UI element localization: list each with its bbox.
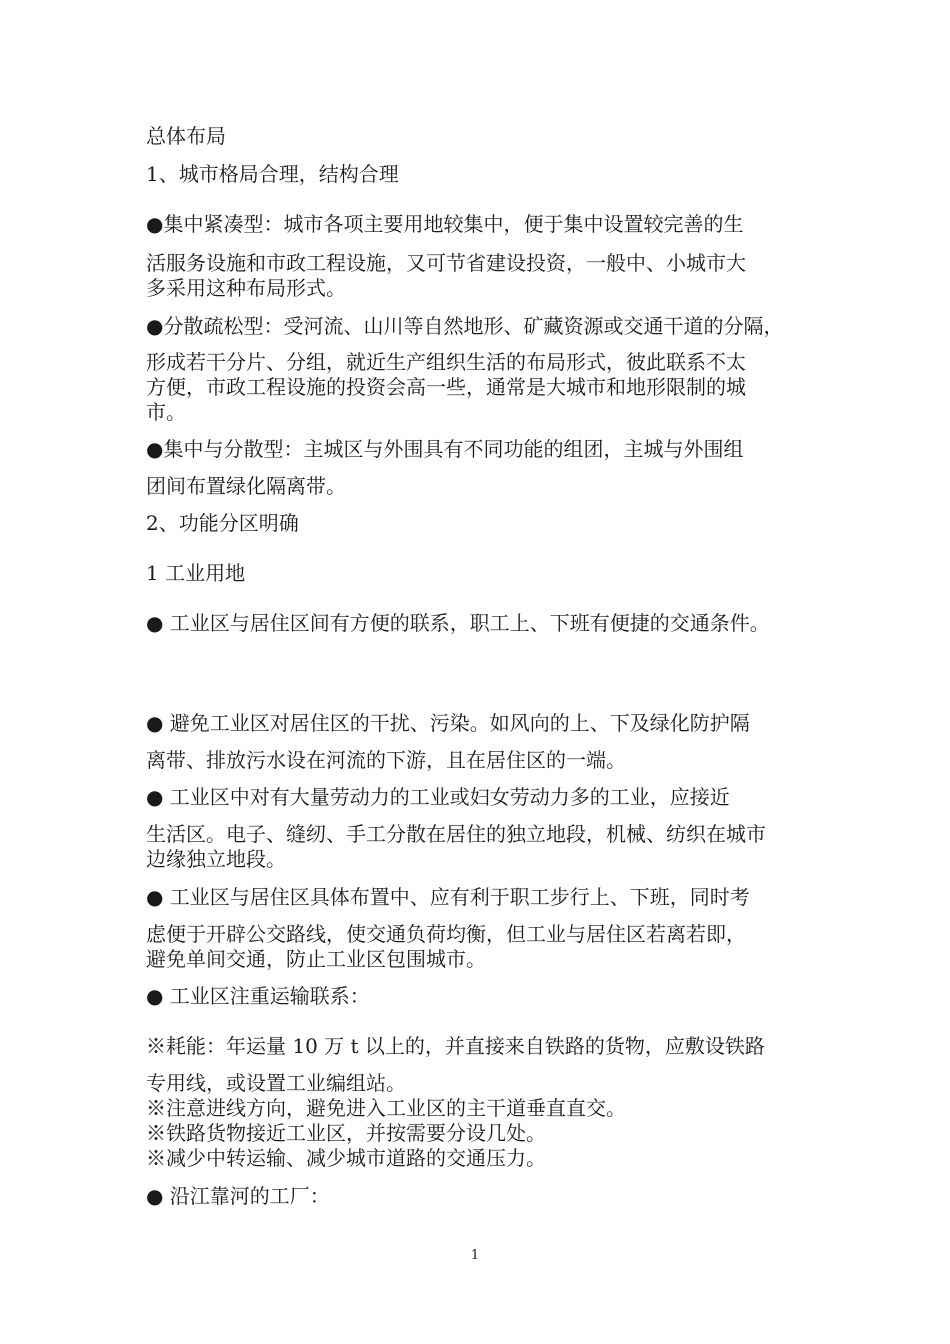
note-line: ※耗能：年运量 10 万 t 以上的，并直接来自铁路的货物，应敷设铁路 [146, 1034, 765, 1058]
bullet-line: ● 工业区与居住区具体布置中、应有利于职工步行上、下班，同时考 [146, 885, 750, 909]
paragraph-line: 边缘独立地段。 [146, 847, 286, 871]
paragraph-line: 方便，市政工程设施的投资会高一些，通常是大城市和地形限制的城 [146, 375, 746, 399]
paragraph-line: 活服务设施和市政工程设施，又可节省建设投资，一般中、小城市大 [146, 251, 746, 275]
paragraph-line: 避免单间交通，防止工业区包围城市。 [146, 947, 486, 971]
note-line: ※注意进线方向，避免进入工业区的主干道垂直直交。 [146, 1096, 626, 1120]
paragraph-line: ●分散疏松型：受河流、山川等自然地形、矿藏资源或交通干道的分隔， [146, 314, 784, 338]
note-line: ※铁路货物接近工业区，并按需要分设几处。 [146, 1121, 546, 1145]
paragraph-line: ●集中与分散型：主城区与外围具有不同功能的组团，主城与外围组 [146, 437, 744, 461]
note-line: ※减少中转运输、减少城市道路的交通压力。 [146, 1146, 546, 1170]
numbered-heading: 2、功能分区明确 [146, 511, 299, 535]
paragraph-line: 市。 [146, 400, 186, 424]
bullet-line: ● 工业区与居住区间有方便的联系，职工上、下班有便捷的交通条件。 [146, 611, 770, 635]
paragraph-line: ●集中紧凑型：城市各项主要用地较集中，便于集中设置较完善的生 [146, 212, 744, 236]
bullet-line: ● 工业区注重运输联系： [146, 984, 370, 1008]
numbered-heading: 1、城市格局合理，结构合理 [146, 162, 399, 186]
paragraph-line: 生活区。电子、缝纫、手工分散在居住的独立地段，机械、纺织在城市 [146, 822, 766, 846]
paragraph-line: 专用线，或设置工业编组站。 [146, 1071, 406, 1095]
bullet-line: ● 沿江靠河的工厂： [146, 1184, 330, 1208]
sub-heading: 1 工业用地 [146, 561, 246, 585]
paragraph-line: 虑便于开辟公交路线，使交通负荷均衡，但工业与居住区若离若即， [146, 922, 746, 946]
paragraph-line: 形成若干分片、分组，就近生产组织生活的布局形式，彼此联系不太 [146, 350, 746, 374]
bullet-line: ● 避免工业区对居住区的干扰、污染。如风向的上、下及绿化防护隔 [146, 711, 750, 735]
paragraph-line: 离带、排放污水设在河流的下游，且在居住区的一端。 [146, 748, 626, 772]
paragraph-line: 团间布置绿化隔离带。 [146, 474, 346, 498]
page-number: 1 [470, 1248, 480, 1263]
bullet-line: ● 工业区中对有大量劳动力的工业或妇女劳动力多的工业，应接近 [146, 785, 730, 809]
section-heading: 总体布局 [146, 124, 226, 148]
paragraph-line: 多采用这种布局形式。 [146, 276, 346, 300]
